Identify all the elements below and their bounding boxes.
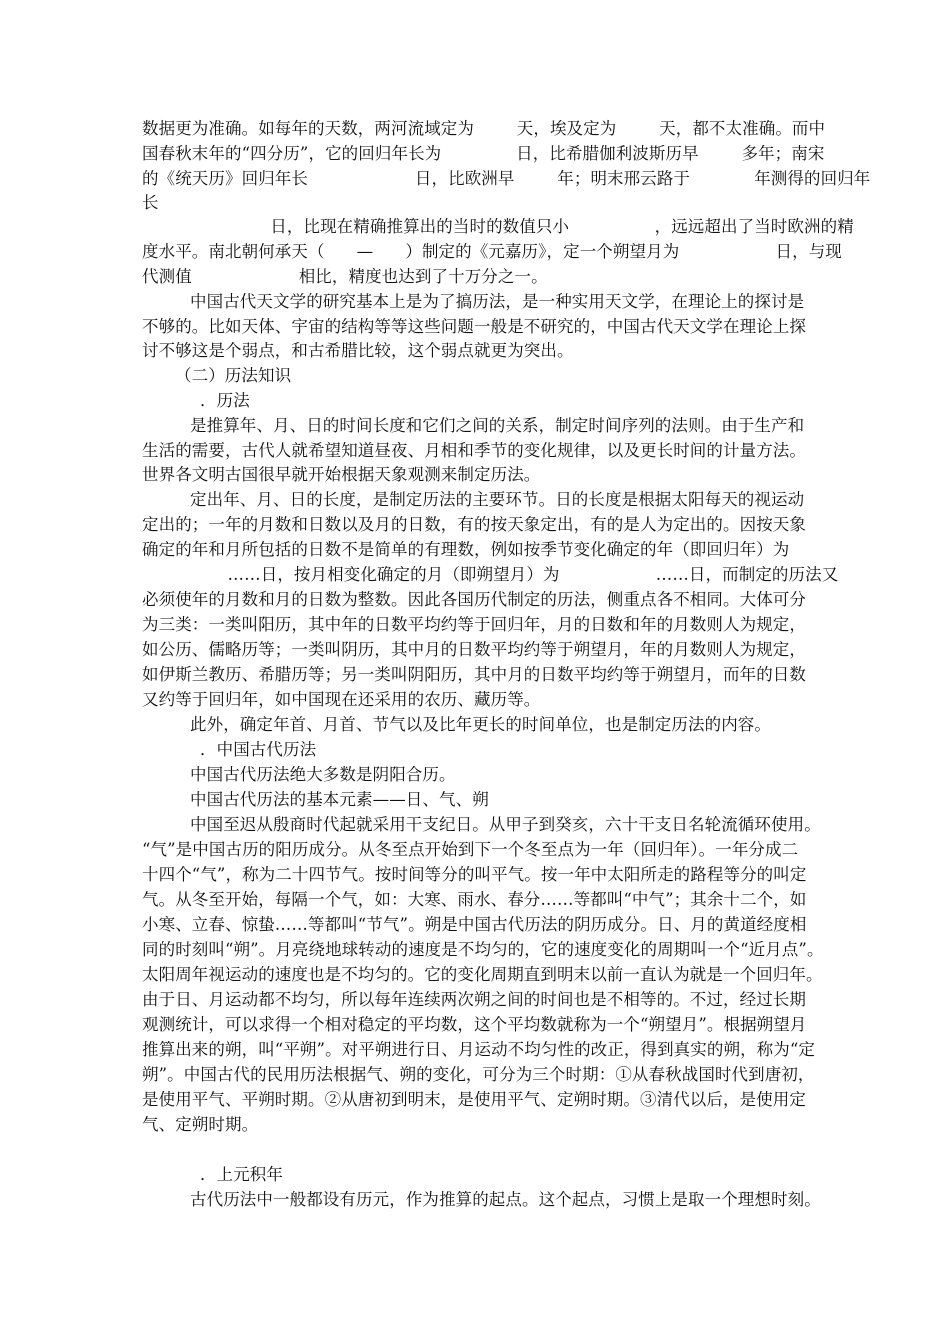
paragraph-start: 定出年、月、日的长度，是制定历法的主要环节。日的长度是根据太阳每天的视运动 (190, 490, 805, 509)
text-line: 观测统计，可以求得一个相对稳定的平均数，这个平均数就称为一个“朔望月”。根据朔望月 (142, 1015, 807, 1034)
text-line: 数据更为准确。如每年的天数，两河流域定为 天，埃及定为 天，都不太准确。而中 (142, 119, 826, 138)
paragraph-start: 是推算年、月、日的时间长度和它们之间的关系，制定时间序列的法则。由于生产和 (190, 416, 805, 435)
text-line: ……日，按月相变化确定的月（即朔望月）为 ……日，而制定的历法又 (142, 565, 839, 584)
paragraph-start: 古代历法中一般都设有历元，作为推算的起点。这个起点，习惯上是取一个理想时刻。 (190, 1190, 821, 1209)
subsection-heading: ．历法 (200, 391, 250, 410)
text-line: 的《统天历》回归年长 日，比欧洲早 年；明末邢云路于 年测得的回归年 (142, 169, 871, 188)
paragraph-start: 中国古代天文学的研究基本上是为了搞历法，是一种实用天文学，在理论上的探讨是 (190, 292, 805, 311)
text-line: 气、定朔时期。 (142, 1115, 259, 1134)
text-line: 度水平。南北朝何承天（ — ）制定的《元嘉历》，定一个朔望月为 日，与现 (142, 242, 842, 261)
text-line: 生活的需要，古代人就希望知道昼夜、月相和季节的变化规律，以及更长时间的计量方法。 (142, 441, 806, 460)
text-line: 朔”。中国古代的民用历法根据气、朔的变化，可分为三个时期：①从春秋战国时代到唐初， (142, 1065, 815, 1084)
section-heading: （二）历法知识 (175, 366, 292, 385)
text-line: 同的时刻叫“朔”。月亮绕地球转动的速度是不均匀的，它的速度变化的周期叫一个“近月点”。 (142, 940, 824, 959)
paragraph-start: 中国至迟从殷商时代起就采用干支纪日。从甲子到癸亥，六十干支日名轮流循环使用。 (190, 815, 821, 834)
subsection-heading: ．上元积年 (200, 1165, 283, 1184)
subsection-heading: ．中国古代历法 (200, 740, 317, 759)
text-line: 国春秋末年的“四分历”，它的回归年长为 日，比希腊伽利波斯历早 多年；南宋 (142, 144, 825, 163)
text-line: 代测值 相比，精度也达到了十万分之一。 (142, 267, 548, 286)
text-line: 日，比现在精确推算出的当时的数值只小 ，远远超出了当时欧洲的精 (142, 217, 854, 236)
text-line: 又约等于回归年，如中国现在还采用的农历、藏历等。 (142, 690, 541, 709)
text-line: 长 (142, 193, 159, 212)
paragraph-start: 此外，确定年首、月首、节气以及比年更长的时间单位，也是制定历法的内容。 (190, 715, 771, 734)
text-line: 讨不够这是个弱点，和古希腊比较，这个弱点就更为突出。 (142, 341, 574, 360)
text-line: 确定的年和月所包括的日数不是简单的有理数，例如按季节变化确定的年（即回归年）为 (142, 540, 790, 559)
text-line: 十四个“气”，称为二十四节气。按时间等分的叫平气。按一年中太阳所走的路程等分的叫定 (142, 865, 807, 884)
paragraph-start: 中国古代历法绝大多数是阴阳合历。 (190, 765, 456, 784)
text-line: “气”是中国古历的阳历成分。从冬至点开始到下一个冬至点为一年（回归年）。一年分成二 (142, 840, 799, 859)
text-line: 由于日、月运动都不均匀，所以每年连续两次朔之间的时间也是不相等的。不过，经过长期 (142, 990, 806, 1009)
text-line: 不够的。比如天体、宇宙的结构等等这些问题一般是不研究的，中国古代天文学在理论上探 (142, 317, 806, 336)
text-line: 如公历、儒略历等；一类叫阴历，其中月的日数平均约等于朔望月，年的月数则人为规定， (142, 640, 806, 659)
text-line: 必须使年的月数和月的日数为整数。因此各国历代制定的历法，侧重点各不相同。大体可分 (142, 590, 806, 609)
text-line: 是使用平气、平朔时期。②从唐初到明末，是使用平气、定朔时期。③清代以后，是使用定 (142, 1090, 806, 1109)
text-line: 推算出来的朔，叫“平朔”。对平朔进行日、月运动不均匀性的改正，得到真实的朔，称为“定 (142, 1040, 816, 1059)
text-line: 太阳周年视运动的速度也是不均匀的。它的变化周期直到明末以前一直认为就是一个回归年。 (142, 965, 823, 984)
text-line: 如伊斯兰教历、希腊历等；另一类叫阴阳历，其中月的日数平均约等于朔望月，而年的日数 (142, 665, 806, 684)
text-line: 小寒、立春、惊蛰……等都叫“节气”。朔是中国古代历法的阴历成分。日、月的黄道经度相 (142, 915, 807, 934)
text-line: 定出的；一年的月数和日数以及月的日数，有的按天象定出，有的是人为定出的。因按天象 (142, 515, 806, 534)
text-line: 气。从冬至开始，每隔一个气，如：大寒、雨水、春分……等都叫“中气”；其余十二个，如 (142, 890, 807, 909)
text-line: 为三类：一类叫阳历，其中年的日数平均约等于回归年，月的日数和年的月数则人为规定， (142, 615, 806, 634)
paragraph-start: 中国古代历法的基本元素——日、气、朔 (190, 790, 489, 809)
text-line: 世界各文明古国很早就开始根据天象观测来制定历法。 (142, 465, 541, 484)
